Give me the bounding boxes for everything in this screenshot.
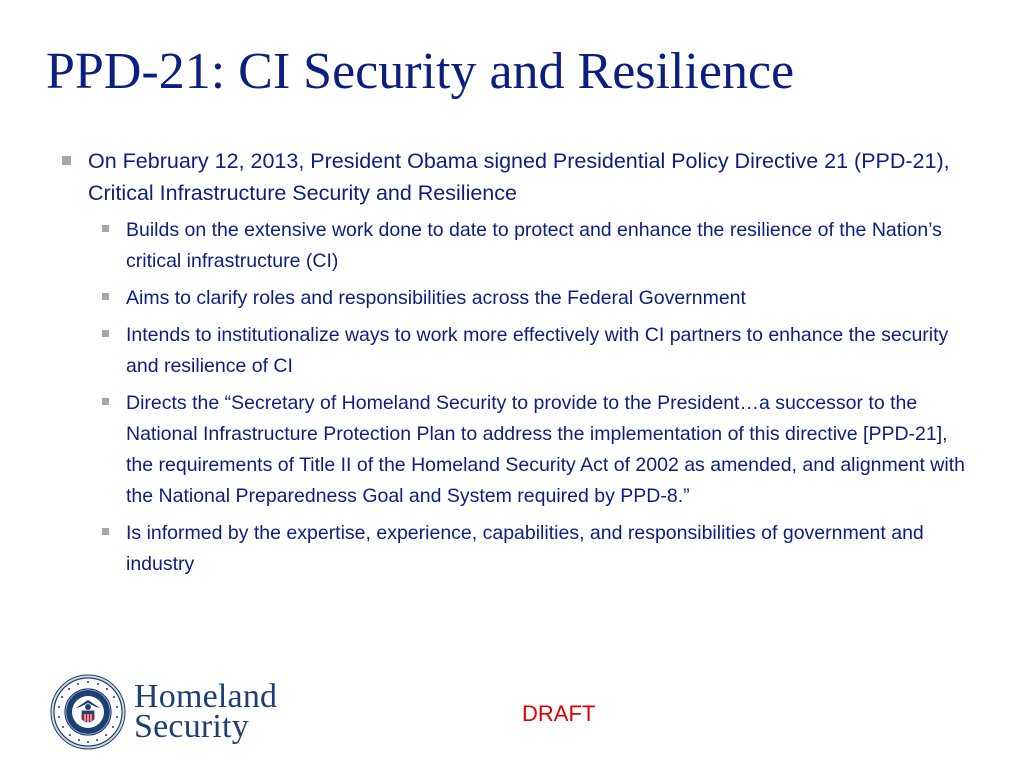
sub-bullet-text: Is informed by the expertise, experience, capabilities, and responsibilities of government and industry xyxy=(126,522,924,575)
bullet-text: On February 12, 2013, President Obama signed Presidential Policy Directive 21 (PPD-21), Critical Infrastructure Security and Resilience xyxy=(88,149,950,205)
sub-bullet-text: Aims to clarify roles and responsibilities across the Federal Government xyxy=(126,287,746,309)
square-bullet-icon xyxy=(62,156,71,165)
sub-bullet-text: Builds on the extensive work done to date to protect and enhance the resilience of the Nation’s critical infrastructure (CI) xyxy=(126,219,942,272)
wordmark-line-2: Security xyxy=(134,708,249,745)
homeland-security-wordmark xyxy=(134,678,278,745)
square-bullet-icon xyxy=(102,225,109,232)
sub-bullet-text: Directs the “Secretary of Homeland Security to provide to the President…a successor to the National Infrastructure Protection Plan to address the implementation of this directive [PPD-21], the requirements of Title II of the Homeland Security Act of 2002 as amended, and alignment with the National Preparedness Goal and System required by PPD-8.” xyxy=(126,392,965,507)
homeland-security-logo xyxy=(50,674,277,750)
sub-bullet-item xyxy=(62,518,982,580)
draft-label: DRAFT xyxy=(522,701,596,726)
wordmark-line-1: Homeland xyxy=(134,678,278,715)
square-bullet-icon xyxy=(102,398,109,405)
sub-bullet-item xyxy=(62,320,982,382)
sub-bullet-item xyxy=(62,388,982,512)
square-bullet-icon xyxy=(102,293,109,300)
square-bullet-icon xyxy=(102,330,109,337)
sub-bullet-text: Intends to institutionalize ways to work more effectively with CI partners to enhance the security and resilience of CI xyxy=(126,324,949,377)
dhs-seal-icon xyxy=(50,674,126,750)
slide-title: PPD-21: CI Security and Resilience xyxy=(46,43,795,100)
bullet-list xyxy=(62,145,982,586)
square-bullet-icon xyxy=(102,528,109,535)
bullet-item xyxy=(62,145,982,209)
sub-bullet-item xyxy=(62,283,982,314)
sub-bullet-item xyxy=(62,215,982,277)
